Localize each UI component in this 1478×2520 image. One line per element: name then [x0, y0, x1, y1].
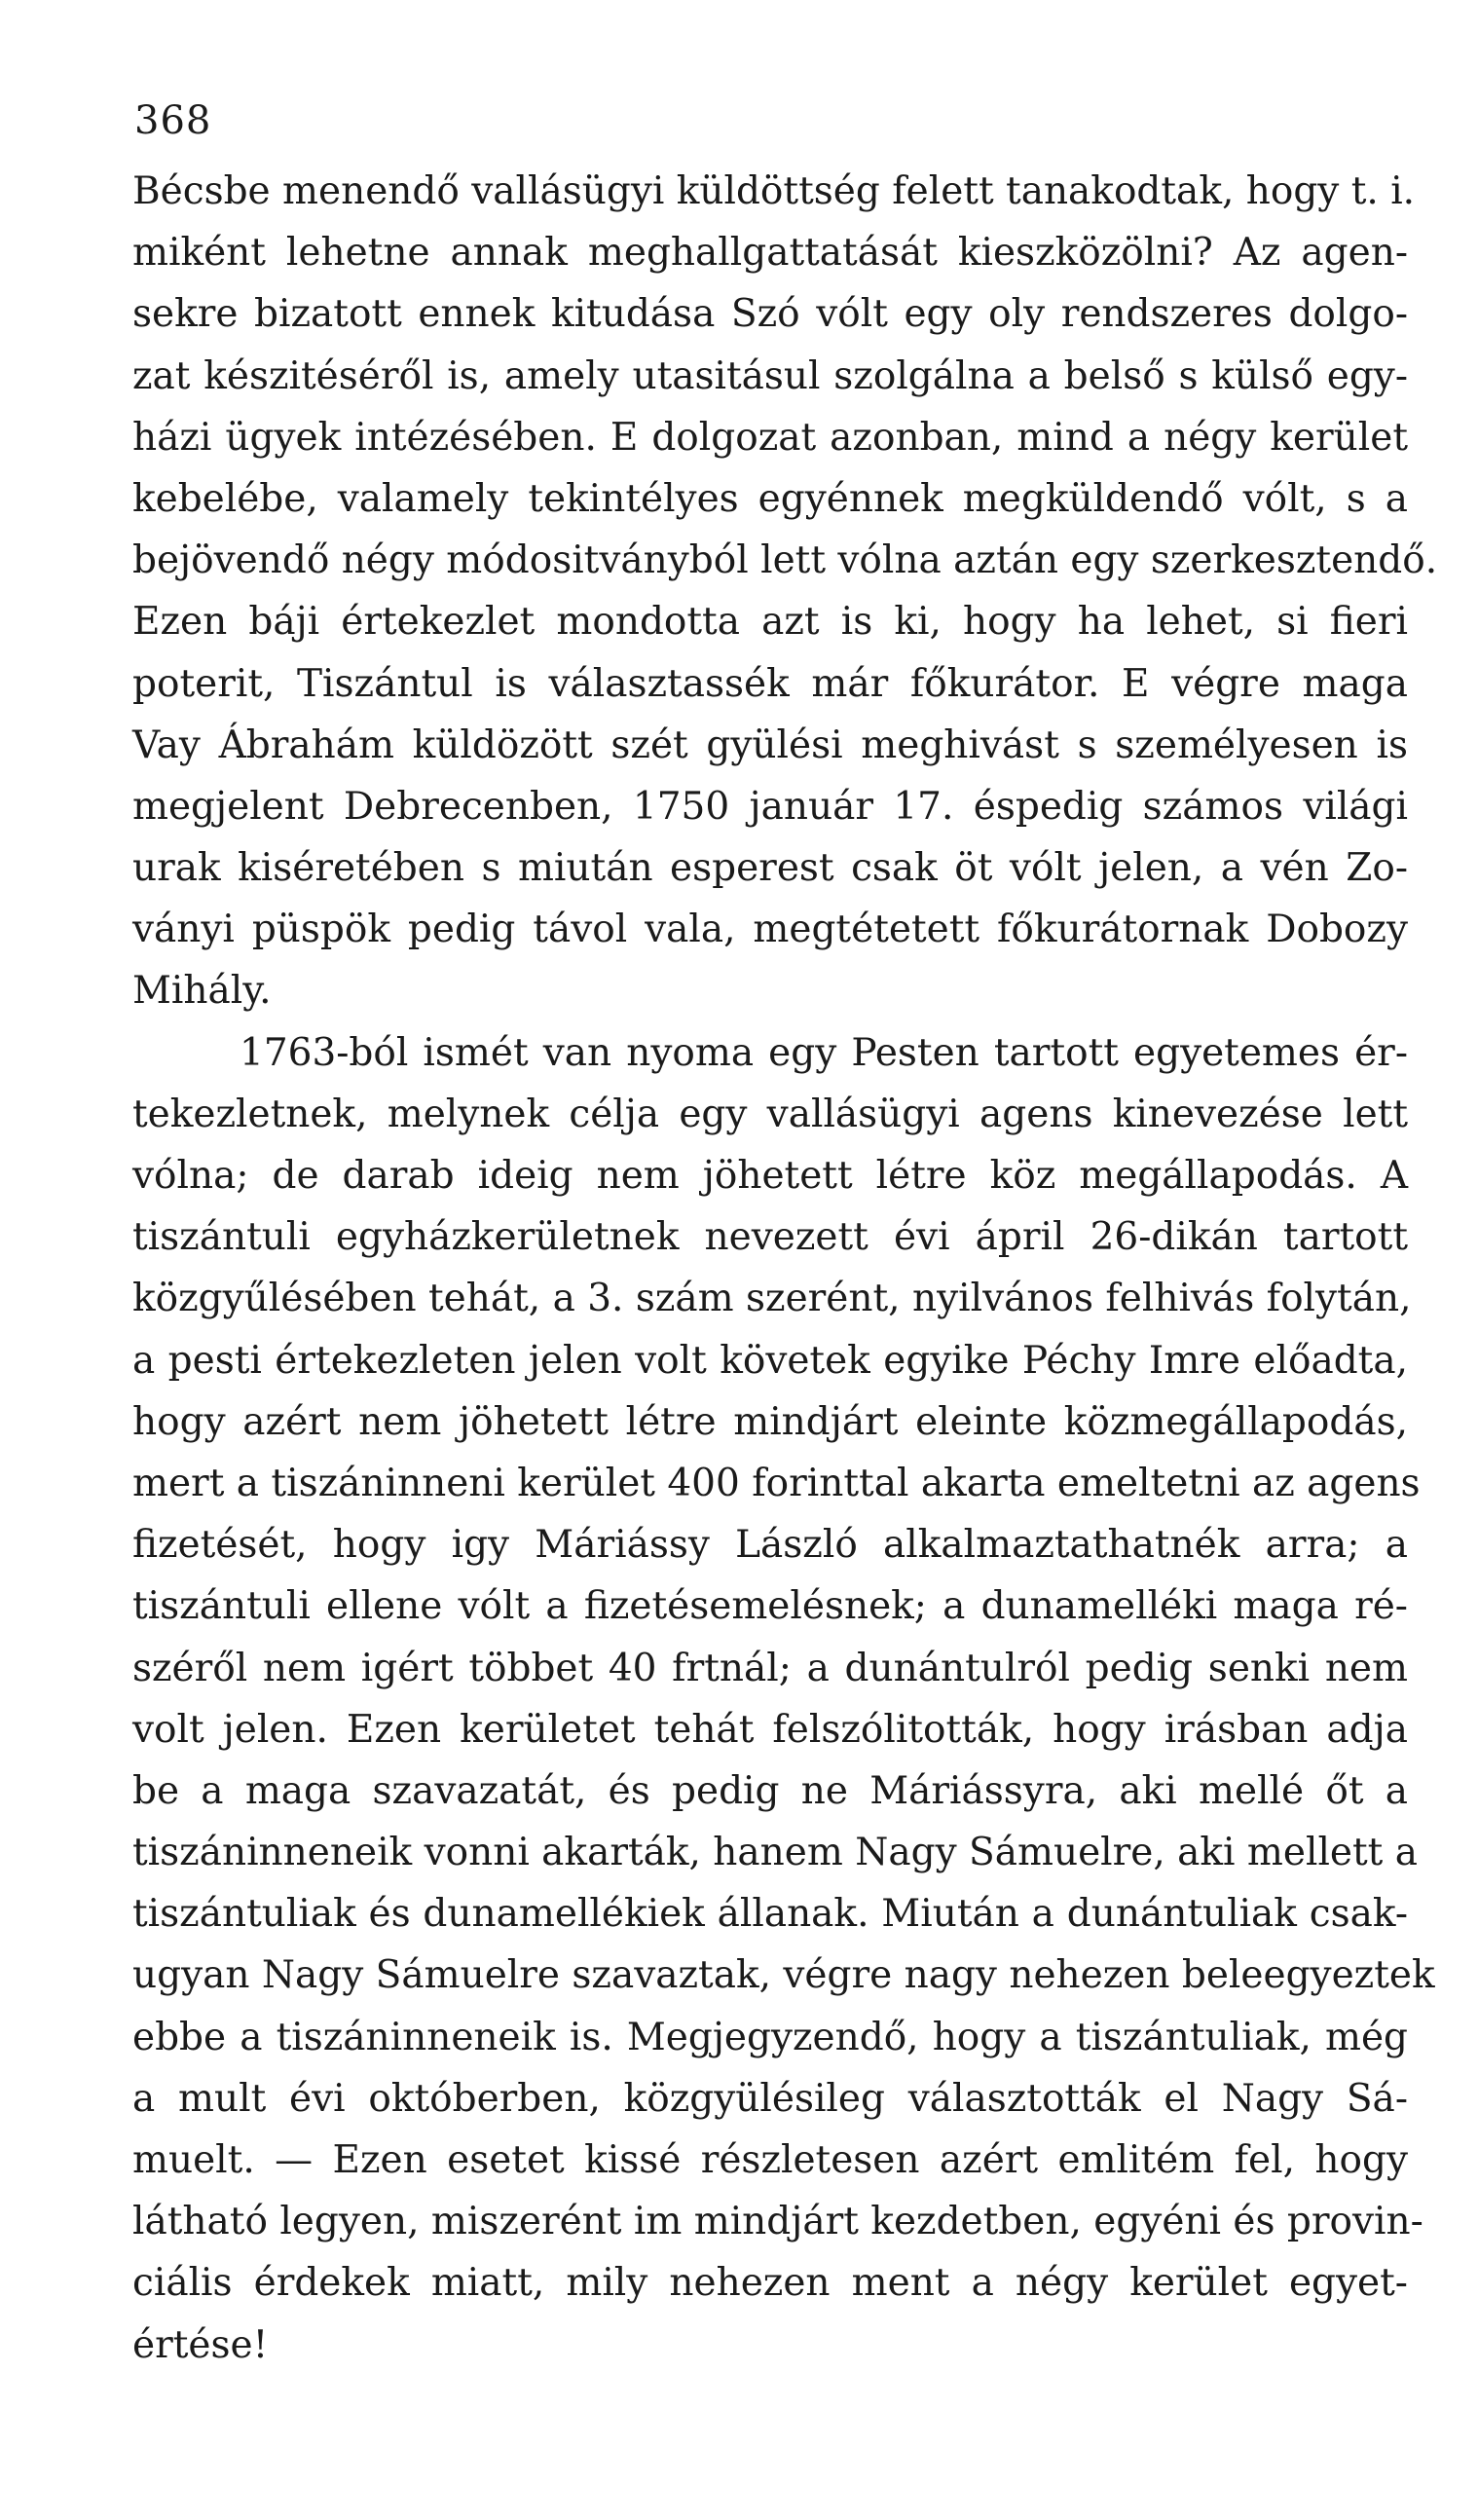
text-line: fizetését, hogy igy Máriássy László alkalmaztathatnék arra; a — [132, 1523, 1408, 1568]
text-line: Mihály. — [132, 969, 272, 1014]
text-line: ebbe a tiszáninneneik is. Megjegyzendő, hogy a tiszántuliak, még — [132, 2015, 1408, 2059]
text-line: muelt. — Ezen esetet kissé részletesen azért emlitém fel, hogy — [132, 2138, 1408, 2182]
text-line: tiszántuli ellene vólt a fizetésemelésnek; a dunamelléki maga ré- — [132, 1584, 1408, 1629]
text-line: be a maga szavazatát, és pedig ne Máriássyra, aki mellé őt a — [132, 1768, 1408, 1813]
text-line: kebelébe, valamely tekintélyes egyénnek megküldendő vólt, s a — [132, 476, 1408, 521]
text-line: a pesti értekezleten jelen volt követek egyike Péchy Imre előadta, — [132, 1338, 1408, 1383]
text-line: értése! — [132, 2322, 269, 2367]
text-line: Vay Ábrahám küldözött szét gyülési meghivást s személyesen is — [132, 723, 1408, 767]
text-line: tiszáninneneik vonni akarták, hanem Nagy Sámuelre, aki mellett a — [132, 1831, 1419, 1875]
text-line: ványi püspök pedig távol vala, megtétetett főkurátornak Dobozy — [132, 908, 1408, 952]
text-line: mert a tiszáninneni kerület 400 forinttal akarta emeltetni az agens — [132, 1461, 1421, 1505]
text-line: poterit, Tiszántul is választassék már főkurátor. E végre maga — [132, 661, 1408, 706]
text-line: tiszántuli egyházkerületnek nevezett évi ápril 26-dikán tartott — [132, 1215, 1408, 1260]
body-text — [132, 161, 1438, 2376]
text-line: vólna; de darab ideig nem jöhetett létre köz megállapodás. A — [132, 1154, 1408, 1198]
text-line: sekre bizatott ennek kitudása Szó vólt egy oly rendszeres dolgo- — [132, 292, 1408, 337]
text-line: ugyan Nagy Sámuelre szavaztak, végre nagy nehezen beleegyeztek — [132, 1953, 1435, 1998]
text-line: széről nem igért többet 40 frtnál; a dunántulról pedig senki nem — [132, 1646, 1408, 1690]
text-line: urak kiséretében s miután esperest csak öt vólt jelen, a vén Zo- — [132, 846, 1408, 891]
text-line: megjelent Debrecenben, 1750 január 17. éspedig számos világi — [132, 784, 1408, 829]
text-line: a mult évi októberben, közgyülésileg választották el Nagy Sá- — [132, 2076, 1408, 2121]
text-line: hogy azért nem jöhetett létre mindjárt eleinte közmegállapodás, — [132, 1399, 1408, 1444]
text-line: miként lehetne annak meghallgattatását kieszközölni? Az agen- — [132, 231, 1408, 276]
text-line: 1763-ból ismét van nyoma egy Pesten tartott egyetemes ér- — [240, 1030, 1408, 1075]
text-line: zat készitéséről is, amely utasitásul szolgálna a belső s külső egy- — [132, 353, 1408, 398]
text-line: tiszántuliak és dunamellékiek állanak. Miután a dunántuliak csak- — [132, 1892, 1408, 1937]
text-line: tekezletnek, melynek célja egy vallásügyi agens kinevezése lett — [132, 1092, 1408, 1136]
text-line: ciális érdekek miatt, mily nehezen ment a négy kerület egyet- — [132, 2261, 1408, 2306]
text-line: látható legyen, miszerént im mindjárt kezdetben, egyéni és provin- — [132, 2200, 1423, 2244]
text-line: Bécsbe menendő vallásügyi küldöttség felett tanakodtak, hogy t. i. — [132, 169, 1416, 213]
text-line: bejövendő négy módositványból lett vólna aztán egy szerkesztendő. — [132, 538, 1438, 583]
text-line: közgyűlésében tehát, a 3. szám szerént, nyilvános felhivás folytán, — [132, 1277, 1412, 1321]
page-number: 368 — [134, 98, 212, 143]
text-line: Ezen báji értekezlet mondotta azt is ki, hogy ha lehet, si fieri — [132, 600, 1408, 645]
text-line: volt jelen. Ezen kerületet tehát felszólitották, hogy irásban adja — [132, 1707, 1408, 1752]
text-line: házi ügyek intézésében. E dolgozat azonban, mind a négy kerület — [132, 415, 1408, 460]
